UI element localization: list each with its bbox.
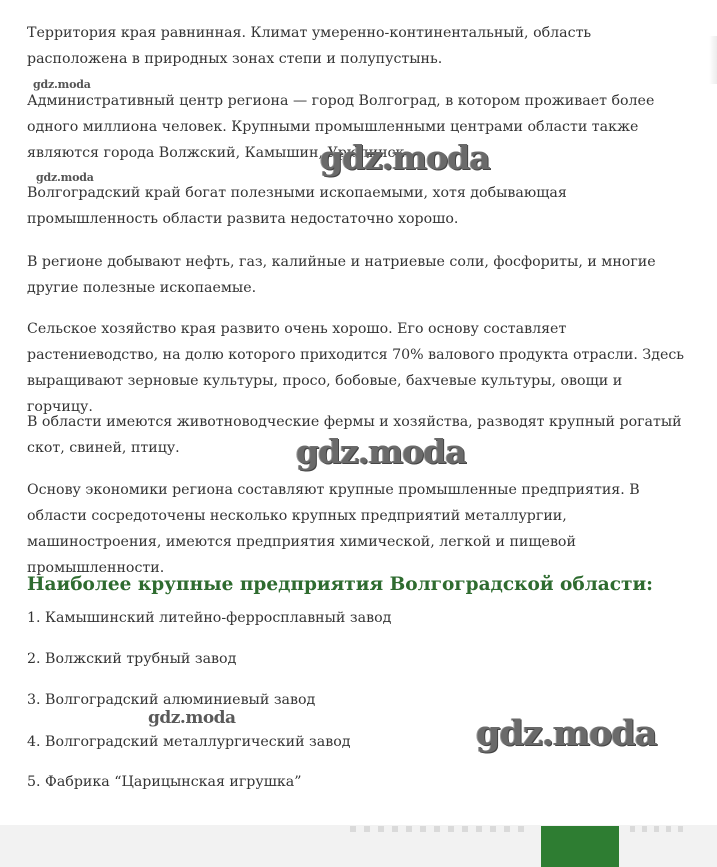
- paragraph-livestock: В области имеются животноводческие фермы и хозяйства, разводят крупный рогатый скот, свиней, птицу.: [27, 414, 682, 456]
- paragraph-minerals: Волгоградский край богат полезными ископаемыми, хотя добывающая промышленность области развита недостаточно хорошо.: [27, 185, 567, 227]
- paragraph-admin-center: Административный центр региона — город Волгоград, в котором проживает более одного миллиона человек. Крупными промышленными центрами области также являются города Волжский, Камышин, Урюпинск.: [27, 93, 655, 161]
- watermark-large: gdz.moda: [476, 713, 657, 754]
- list-item: 2. Волжский трубный завод: [27, 651, 237, 667]
- watermark-small: gdz.moda: [33, 78, 91, 91]
- bottom-bar-green-button[interactable]: [541, 826, 619, 867]
- paragraph-agriculture: Сельское хозяйство края развито очень хорошо. Его основу составляет растениеводство, на долю которого приходится 70% валового продукта отрасли. Здесь выращивают зерновые культуры, просо, бобовые, бахчевые культуры, овощи и горчицу.: [27, 321, 685, 415]
- bottom-bar-text-fragment: [630, 826, 690, 832]
- watermark-medium: gdz.moda: [148, 708, 236, 728]
- section-heading: Наиболее крупные предприятия Волгоградской области:: [27, 574, 654, 595]
- watermark-small: gdz.moda: [36, 171, 94, 184]
- list-item: 3. Волгоградский алюминиевый завод: [27, 692, 316, 708]
- watermark-large: gdz.moda: [320, 138, 490, 177]
- list-item: 5. Фабрика “Царицынская игрушка”: [27, 774, 302, 790]
- bottom-bar-text-fragment: [350, 826, 530, 832]
- paragraph-relief-climate: Территория края равнинная. Климат умеренно-континентальный, область расположена в природных зонах степи и полупустынь.: [27, 25, 592, 67]
- list-item: 4. Волгоградский металлургический завод: [27, 734, 351, 750]
- scrollbar-edge[interactable]: [709, 36, 717, 84]
- list-item: 1. Камышинский литейно-ферросплавный завод: [27, 610, 392, 626]
- paragraph-extraction: В регионе добывают нефть, газ, калийные и натриевые соли, фосфориты, и многие другие полезные ископаемые.: [27, 254, 656, 296]
- watermark-large: gdz.moda: [296, 432, 466, 471]
- paragraph-economy: Основу экономики региона составляют крупные промышленные предприятия. В области сосредоточены несколько крупных предприятий металлургии, машиностроения, имеются предприятия химической, легкой и пищевой промышленности.: [27, 482, 640, 576]
